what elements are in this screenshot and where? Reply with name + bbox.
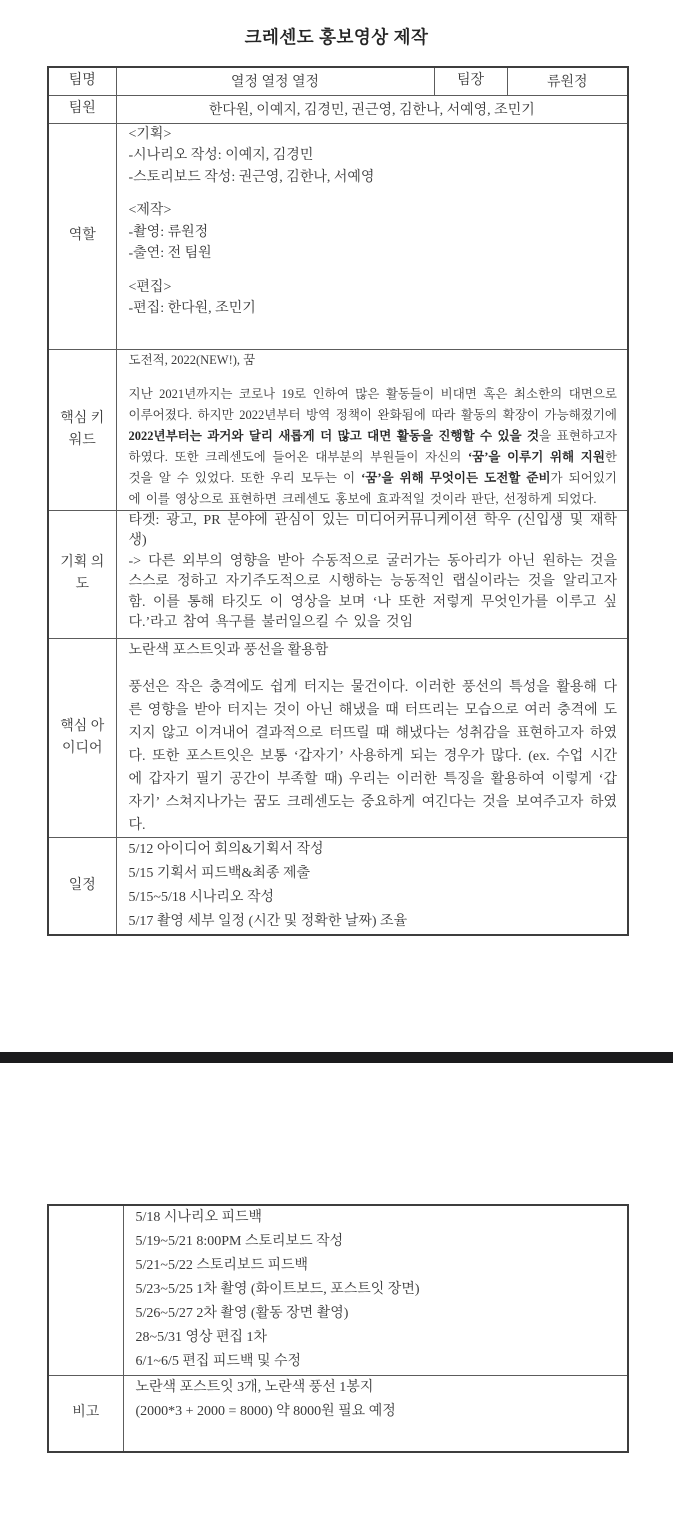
keyword-paragraph (129, 384, 618, 510)
intent-label: 기획 의도 (48, 510, 116, 638)
text-segment: 한 것을 알 수 있었다. 또한 우리 모두는 이 (128, 449, 617, 485)
plan-table-continued (47, 1204, 629, 1453)
intent-row (48, 510, 628, 638)
document-title: 크레센도 홍보영상 제작 (244, 27, 429, 47)
text-line: 노란색 포스트잇 3개, 노란색 풍선 1봉지 (135, 1379, 374, 1395)
roles-label: 역할 (48, 123, 116, 349)
schedule-label: 일정 (48, 837, 116, 935)
text-line (129, 188, 618, 200)
note-content (123, 1375, 628, 1452)
text-line: 5/19~5/21 8:00PM 스토리보드 작성 (135, 1234, 344, 1249)
text-line: (2000*3 + 2000 = 8000) 약 8000원 필요 예정 (135, 1403, 396, 1419)
text-line: -시나리오 작성: 이예지, 김경민 (128, 148, 314, 163)
members-row (48, 95, 628, 123)
schedule-continued-row (48, 1205, 628, 1375)
text-line: 5/12 아이디어 회의&기획서 작성 (128, 841, 324, 857)
spacer (129, 662, 618, 676)
note-label: 비고 (48, 1375, 123, 1452)
schedule-continued-lines (136, 1206, 618, 1374)
text-line: <기획> (128, 126, 172, 142)
roles-row (48, 123, 628, 349)
text-line: <제작> (128, 203, 172, 218)
keyword-label: 핵심 키워드 (48, 349, 116, 510)
text-segment-bold: ‘꿈’을 이루기 위해 지원 (467, 449, 605, 464)
text-line: -편집: 한다원, 조민기 (128, 301, 256, 316)
text-line: 5/21~5/22 스토리보드 피드백 (135, 1258, 309, 1273)
text-segment: 을 표현하고자 하였다. 또한 크레센도에 들어온 대부분의 부원들이 자신의 (128, 428, 617, 464)
members-label: 팀원 (48, 95, 116, 123)
text-line: 6/1~6/5 편집 피드백 및 수정 (135, 1354, 302, 1369)
text-line: -스토리보드 작성: 권근영, 김한나, 서예영 (128, 169, 375, 185)
idea-row (48, 638, 628, 837)
roles-content (116, 123, 628, 349)
schedule-continued-label (48, 1205, 123, 1375)
schedule-continued-content (123, 1205, 628, 1375)
text-line: 5/23~5/25 1차 촬영 (화이트보드, 포스트잇 장면) (135, 1282, 420, 1297)
intent-content (116, 510, 628, 638)
team-name-label: 팀명 (48, 67, 116, 95)
note-lines (136, 1376, 618, 1424)
text-line (129, 265, 618, 277)
text-segment-bold: ‘꿈’을 위해 무엇이든 도전할 준비 (361, 470, 551, 485)
text-line: -출연: 전 팀원 (128, 246, 212, 261)
spacer (129, 371, 618, 384)
leader-label: 팀장 (434, 67, 507, 95)
members-value: 한다원, 이예지, 김경민, 권근영, 김한나, 서예영, 조민기 (116, 95, 628, 123)
intent-target: 타겟: 광고, PR 분야에 관심이 있는 미디어커뮤니케이션 학우 (신입생 및 재학생) (128, 512, 617, 548)
note-row (48, 1375, 628, 1452)
text-line: 5/15 기획서 피드백&최종 제출 (128, 865, 311, 881)
text-segment: 지난 2021년까지는 코로나 19로 인하여 많은 활동들이 비대면 혹은 최소한의 대면으로 이루어졌다. 하지만 2022년부터 방역 정책이 완화됨에 따라 활동의 확장이 가능해졌기에 (128, 386, 617, 422)
keyword-intro: 도전적, 2022(NEW!), 꿈 (128, 352, 256, 367)
schedule-content (116, 837, 628, 935)
text-line: 5/15~5/18 시나리오 작성 (128, 889, 274, 905)
leader-value: 류원정 (507, 67, 628, 95)
idea-paragraph: 풍선은 작은 충격에도 쉽게 터지는 물건이다. 이러한 풍선의 특성을 활용해 다른 영향을 받아 터지는 것이 아닌 해냈을 때 터뜨리는 모습으로 여러 충격에 도지지 않고 이겨내어 결과적으로 터뜨릴 때 해냈다는 성취감을 표현하고자 하였다. 또한 포스트잇은 보통 ‘갑자기’ 사용하게 되는 경우가 많다. (ex. 수업 시간에 갑자기 필기 공간이 부족할 때) 우리는 이러한 특징을 활용하여 이렇게 ‘갑자기’ 스쳐지나가는 꿈도 크레센도는 중요하게 여긴다는 것을 보여주고자 하였다. (128, 679, 617, 833)
page-break-bar (0, 1052, 673, 1063)
text-line: 5/26~5/27 2차 촬영 (활동 장면 촬영) (135, 1306, 349, 1321)
text-segment: 가 되어있기에 이를 영상으로 표현하면 크레센도 홍보에 효과적일 것이라 판단, 선정하게 되었다. (128, 470, 617, 506)
schedule-lines (129, 838, 618, 934)
text-line: 28~5/31 영상 편집 1차 (135, 1330, 268, 1345)
idea-label: 핵심 아이디어 (48, 638, 116, 837)
intent-description: -> 다른 외부의 영향을 받아 수동적으로 굴러가는 동아리가 아닌 원하는 것을 스스로 정하고 자기주도적으로 시행하는 능동적인 랩실이라는 것을 알리고자 함. 이를 통해 타깃도 이 영상을 보며 ‘나 또한 저렇게 무엇인가를 이루고 싶다.’라고 참여 욕구를 불러일으킬 수 있을 것임 (128, 553, 617, 630)
schedule-row (48, 837, 628, 935)
team-row (48, 67, 628, 95)
keyword-row (48, 349, 628, 510)
team-name-value: 열정 열정 열정 (116, 67, 434, 95)
roles-lines (129, 124, 618, 320)
text-line: 5/17 촬영 세부 일정 (시간 및 정확한 날짜) 조율 (128, 913, 408, 929)
text-line: 5/18 시나리오 피드백 (135, 1210, 263, 1225)
keyword-content (116, 349, 628, 510)
text-line: <편집> (128, 279, 172, 295)
idea-summary: 노란색 포스트잇과 풍선을 활용함 (128, 642, 329, 658)
text-line: -촬영: 류원정 (128, 224, 209, 240)
plan-table (47, 66, 629, 936)
text-segment-bold: 2022년부터는 과거와 달리 새롭게 더 많고 대면 활동을 진행할 수 있을 것 (128, 428, 540, 443)
idea-content (116, 638, 628, 837)
